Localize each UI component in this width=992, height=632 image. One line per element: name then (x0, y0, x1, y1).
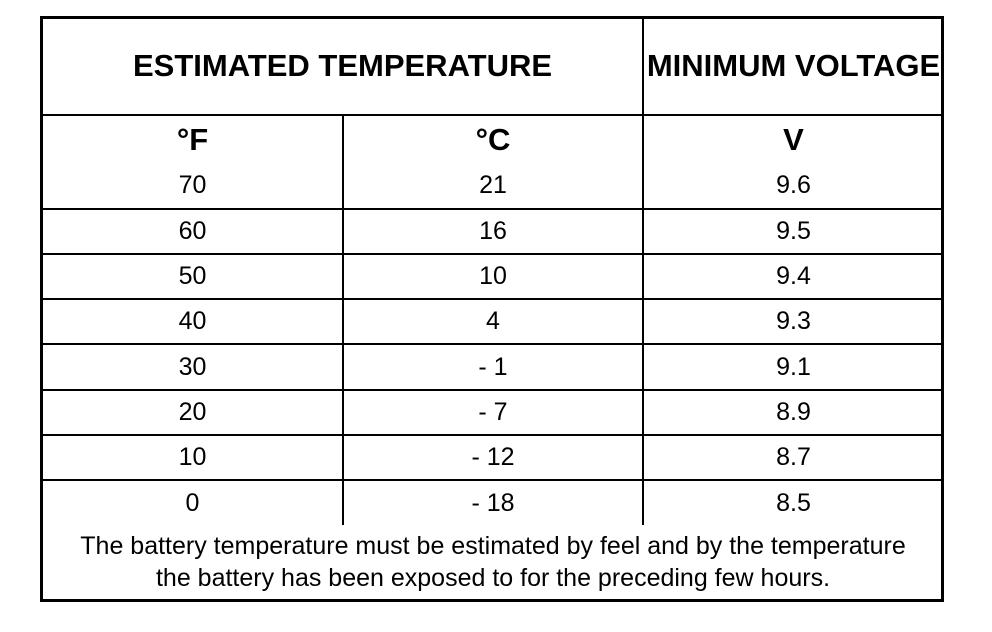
volts-unit-header: V (643, 115, 943, 164)
table-footnote: The battery temperature must be estimated by feel and by the temperature the battery has been exposed to for the preceding few hours. (80, 531, 906, 592)
celsius-cell: 16 (343, 209, 643, 254)
fahrenheit-cell: 40 (43, 299, 343, 344)
table-row (43, 209, 943, 254)
data-rows (43, 164, 943, 525)
table-body (43, 19, 943, 164)
battery-voltage-table (43, 19, 943, 599)
table-row (43, 435, 943, 480)
table-row (43, 164, 943, 208)
table-row (43, 390, 943, 435)
table-row (43, 254, 943, 299)
table-row (43, 299, 943, 344)
voltage-cell: 8.9 (643, 390, 943, 435)
voltage-cell: 9.5 (643, 209, 943, 254)
celsius-cell: - 7 (343, 390, 643, 435)
voltage-cell: 9.4 (643, 254, 943, 299)
fahrenheit-cell: 20 (43, 390, 343, 435)
fahrenheit-cell: 10 (43, 435, 343, 480)
fahrenheit-cell: 50 (43, 254, 343, 299)
voltage-cell: 8.7 (643, 435, 943, 480)
fahrenheit-cell: 70 (43, 164, 343, 208)
note-section (43, 525, 943, 599)
celsius-unit-header: °C (343, 115, 643, 164)
celsius-cell: - 18 (343, 480, 643, 524)
fahrenheit-cell: 0 (43, 480, 343, 524)
unit-row (43, 115, 943, 164)
table-row (43, 344, 943, 389)
celsius-cell: 10 (343, 254, 643, 299)
celsius-cell: 4 (343, 299, 643, 344)
fahrenheit-unit-header: °F (43, 115, 343, 164)
voltage-table-frame (40, 16, 944, 602)
celsius-cell: - 12 (343, 435, 643, 480)
minimum-voltage-header: MINIMUM VOLTAGE (643, 19, 943, 115)
celsius-cell: 21 (343, 164, 643, 208)
estimated-temperature-header: ESTIMATED TEMPERATURE (43, 19, 643, 115)
fahrenheit-cell: 60 (43, 209, 343, 254)
voltage-cell: 8.5 (643, 480, 943, 524)
celsius-cell: - 1 (343, 344, 643, 389)
header-row (43, 19, 943, 115)
voltage-cell: 9.3 (643, 299, 943, 344)
voltage-cell: 9.6 (643, 164, 943, 208)
note-row (43, 525, 943, 599)
table-row (43, 480, 943, 524)
voltage-cell: 9.1 (643, 344, 943, 389)
fahrenheit-cell: 30 (43, 344, 343, 389)
